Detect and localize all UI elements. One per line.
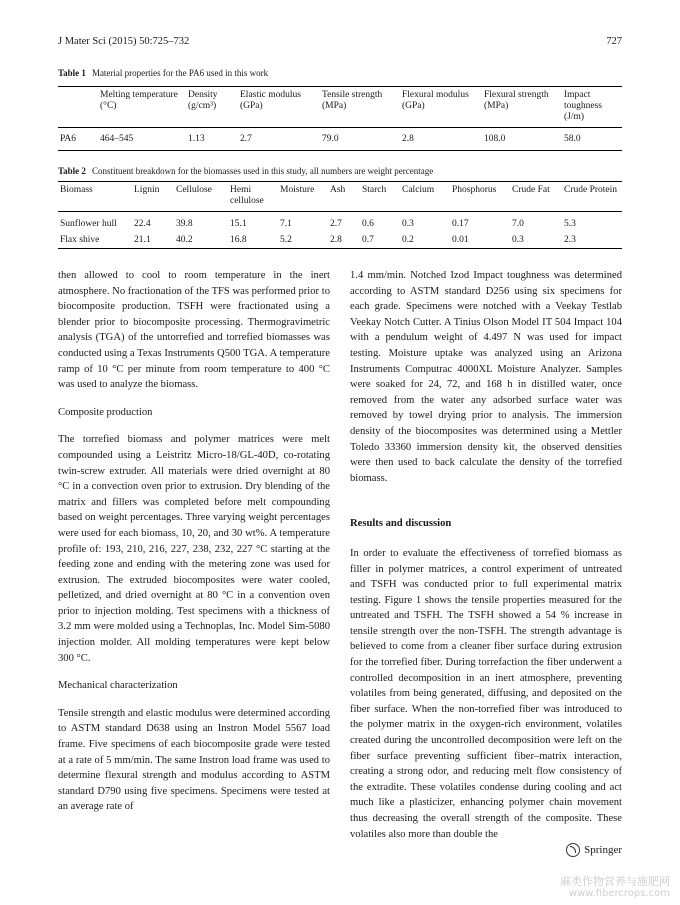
table-header-cell: Cellulose	[176, 185, 212, 195]
table-cell: PA6	[60, 134, 77, 144]
table-header-cell	[58, 87, 98, 128]
table-cell: 39.8	[176, 219, 193, 229]
springer-logo-icon	[566, 843, 580, 857]
table-cell: Sunflower hull	[60, 219, 117, 229]
table-cell: 2.7	[240, 134, 252, 144]
table-cell: 0.2	[402, 235, 414, 245]
table1-label: Table 1	[58, 68, 86, 78]
table-header-cell: Hemi cellulose	[230, 185, 264, 206]
table-row	[58, 232, 622, 249]
journal-citation: J Mater Sci (2015) 50:725–732	[58, 36, 190, 47]
body-paragraph: 1.4 mm/min. Notched Izod Impact toughness was determined according to ASTM standard D256 using six specimens for each grade. Specimens were notched with a Veekay Testlab Veekay Notch Cutter. A Tinius Olson Model IT 504 Impact 104 with a pendulum weight of 4.497 N was used for impact testing. Moisture uptake was analyzed using an Arizona Instruments Computrac 4000XL Moisture Analyzer. Samples were soaked for 24, 72, and 168 h in distilled water, once removed from the water any adsorbed surface water was removed by towel drying prior to analysis. The immersion density of the biocomposites was determined using a Mettler Toledo 33360 immersion density kit, the observed densities were then used to back calculate the density of the torrefied biomass.	[350, 270, 622, 484]
table-header-cell: Calcium	[402, 185, 435, 195]
table-cell: 21.1	[134, 235, 151, 245]
watermark-text: 麻类作物营养与施肥网	[560, 875, 670, 888]
section-heading-composite-production: Composite production	[58, 406, 153, 418]
table-cell: 7.1	[280, 219, 292, 229]
table-cell: 2.8	[330, 235, 342, 245]
table-cell: 0.01	[452, 235, 469, 245]
table-cell: 464–545	[100, 134, 134, 144]
table-header-cell: Moisture	[280, 185, 315, 195]
page-number: 727	[606, 36, 622, 47]
table2-caption-text: Constituent breakdown for the biomasses used in this study, all numbers are weight percentage	[91, 166, 434, 176]
table-cell: 2.3	[564, 235, 576, 245]
table-header-cell: Crude Fat	[512, 185, 550, 195]
section-heading-results-and-discussion: Results and discussion	[350, 518, 452, 530]
table-header-cell: Flexural modulus (GPa)	[402, 90, 469, 111]
table-header-cell: Lignin	[134, 185, 160, 195]
right-column	[350, 268, 622, 842]
table-cell: 1.13	[188, 134, 205, 144]
table2-caption	[58, 166, 433, 176]
table-cell: 2.7	[330, 219, 342, 229]
table-cell: 15.1	[230, 219, 247, 229]
table2-label: Table 2	[58, 166, 86, 176]
table-header-cell: Starch	[362, 185, 387, 195]
table-header-cell: Density (g/cm³)	[188, 90, 218, 111]
table-cell: 108.0	[484, 134, 506, 144]
table-cell: 16.8	[230, 235, 247, 245]
table-cell: 7.0	[512, 219, 524, 229]
table2-header-row	[58, 182, 622, 212]
table-header-cell: Melting temperature (°C)	[100, 90, 178, 111]
table-cell: 5.3	[564, 219, 576, 229]
table-cell: 0.7	[362, 235, 374, 245]
publisher-name: Springer	[584, 844, 622, 856]
table1	[58, 86, 622, 151]
table-row	[58, 128, 622, 151]
watermark-url: www.fibercrops.com	[568, 888, 670, 899]
section-heading-mechanical-characterization: Mechanical characterization	[58, 680, 178, 692]
table-cell: 58.0	[564, 134, 581, 144]
table-cell: 5.2	[280, 235, 292, 245]
table-cell: 0.3	[402, 219, 414, 229]
table-cell: 0.3	[512, 235, 524, 245]
table1-header-row	[58, 87, 622, 128]
table-cell: 79.0	[322, 134, 339, 144]
publisher-footer	[566, 843, 622, 857]
table-header-cell: Impact toughness (J/m)	[564, 90, 602, 122]
body-paragraph: Tensile strength and elastic modulus were determined according to ASTM standard D638 using an Instron Model 5567 load frame. Five specimens of each biocomposite grade were tested at a rate of 5 mm/min. The same Instron load frame was used to determine flexural strength and modulus according to ASTM standard D790 using five specimens. Specimens were tested at an average rate of	[58, 707, 330, 813]
table-header-cell: Phosphorus	[452, 185, 497, 195]
left-column	[58, 268, 330, 815]
table-cell: 40.2	[176, 235, 193, 245]
table-header-cell: Biomass	[60, 185, 93, 195]
table-header-cell: Ash	[330, 185, 346, 195]
table-cell: 0.6	[362, 219, 374, 229]
table-row	[58, 212, 622, 233]
table-header-cell: Elastic modulus (GPa)	[240, 90, 301, 111]
body-paragraph: then allowed to cool to room temperature in the inert atmosphere. No fractionation of the TFS was performed prior to biocomposite production. TSFH were fractionated using a blender prior to biocomposite processing. Thermogravimetric analysis (TGA) of the untorrefied and torrefied biomasses was conducted using a Texas Instruments Q500 TGA. A temperature ramp of 10 °C per minute from room temperature to 400 °C was used to analyze the biomass.	[58, 270, 330, 391]
table2	[58, 181, 622, 249]
table-header-cell: Tensile strength (MPa)	[322, 90, 383, 111]
table-header-cell: Crude Protein	[564, 185, 618, 195]
body-paragraph: In order to evaluate the effectiveness of torrefied biomass as filler in polymer matrices, a control experiment of untreated and TSFH was conducted prior to full experimental matrix testing. Figure 1 shows the tensile properties measured for the untreated and TSFH. The TSFH showed a 54 % increase in tensile strength over the non-TSFH. The strength advantage is believed to come from a cleaner fiber surface during extrusion for the torrefied fiber. During torrefaction the fiber underwent a controlled decomposition in an inert atmosphere, preventing volatiles from being generated, diffusing, and deposited on the fiber surface. When the non-torrefied fiber was introduced to the polymer matrix in the oxygen-rich environment, volatiles created during the uncontrolled decomposition were left on the fiber surface preventing sufficient fiber–matrix interaction, creating a strong odor, and reducing melt flow consistency of the extradite. These volatiles condense during cooling and act much like a plasticizer, enhancing polymer chain movement thus decreasing the overall strength of the composite. These volatiles also more than double the	[350, 547, 622, 840]
table1-caption	[58, 68, 268, 78]
table-cell: 2.8	[402, 134, 414, 144]
body-paragraph: The torrefied biomass and polymer matrices were melt compounded using a Leistritz Micro-18/GL-40D, co-rotating twin-screw extruder. All materials were dried overnight at 80 °C in a convection oven prior to extrusion. Dry blending of the matrix and fillers was completed before melt compounding based on weight percentages. Three varying weight percentages were used for each biomass, 10, 20, and 30 wt%. A temperature profile of: 193, 210, 216, 227, 238, 232, 227 °C starting at the feeding zone and ending with the metering zone was used for extrusion. The extruded biocomposites were water cooled, pelletized, and dried overnight at 80 °C in a convention oven prior to injection molding. Test specimens with a thickness of 3.2 mm were molded using a Technoplas, Inc. Model Sim-5080 injection molder. All molding temperatures were kept below 300 °C.	[58, 434, 330, 664]
table-cell: 22.4	[134, 219, 151, 229]
table1-caption-text: Material properties for the PA6 used in this work	[91, 68, 269, 78]
table-cell: Flax shive	[60, 235, 100, 245]
table-header-cell: Flexural strength (MPa)	[484, 90, 549, 111]
table-cell: 0.17	[452, 219, 469, 229]
